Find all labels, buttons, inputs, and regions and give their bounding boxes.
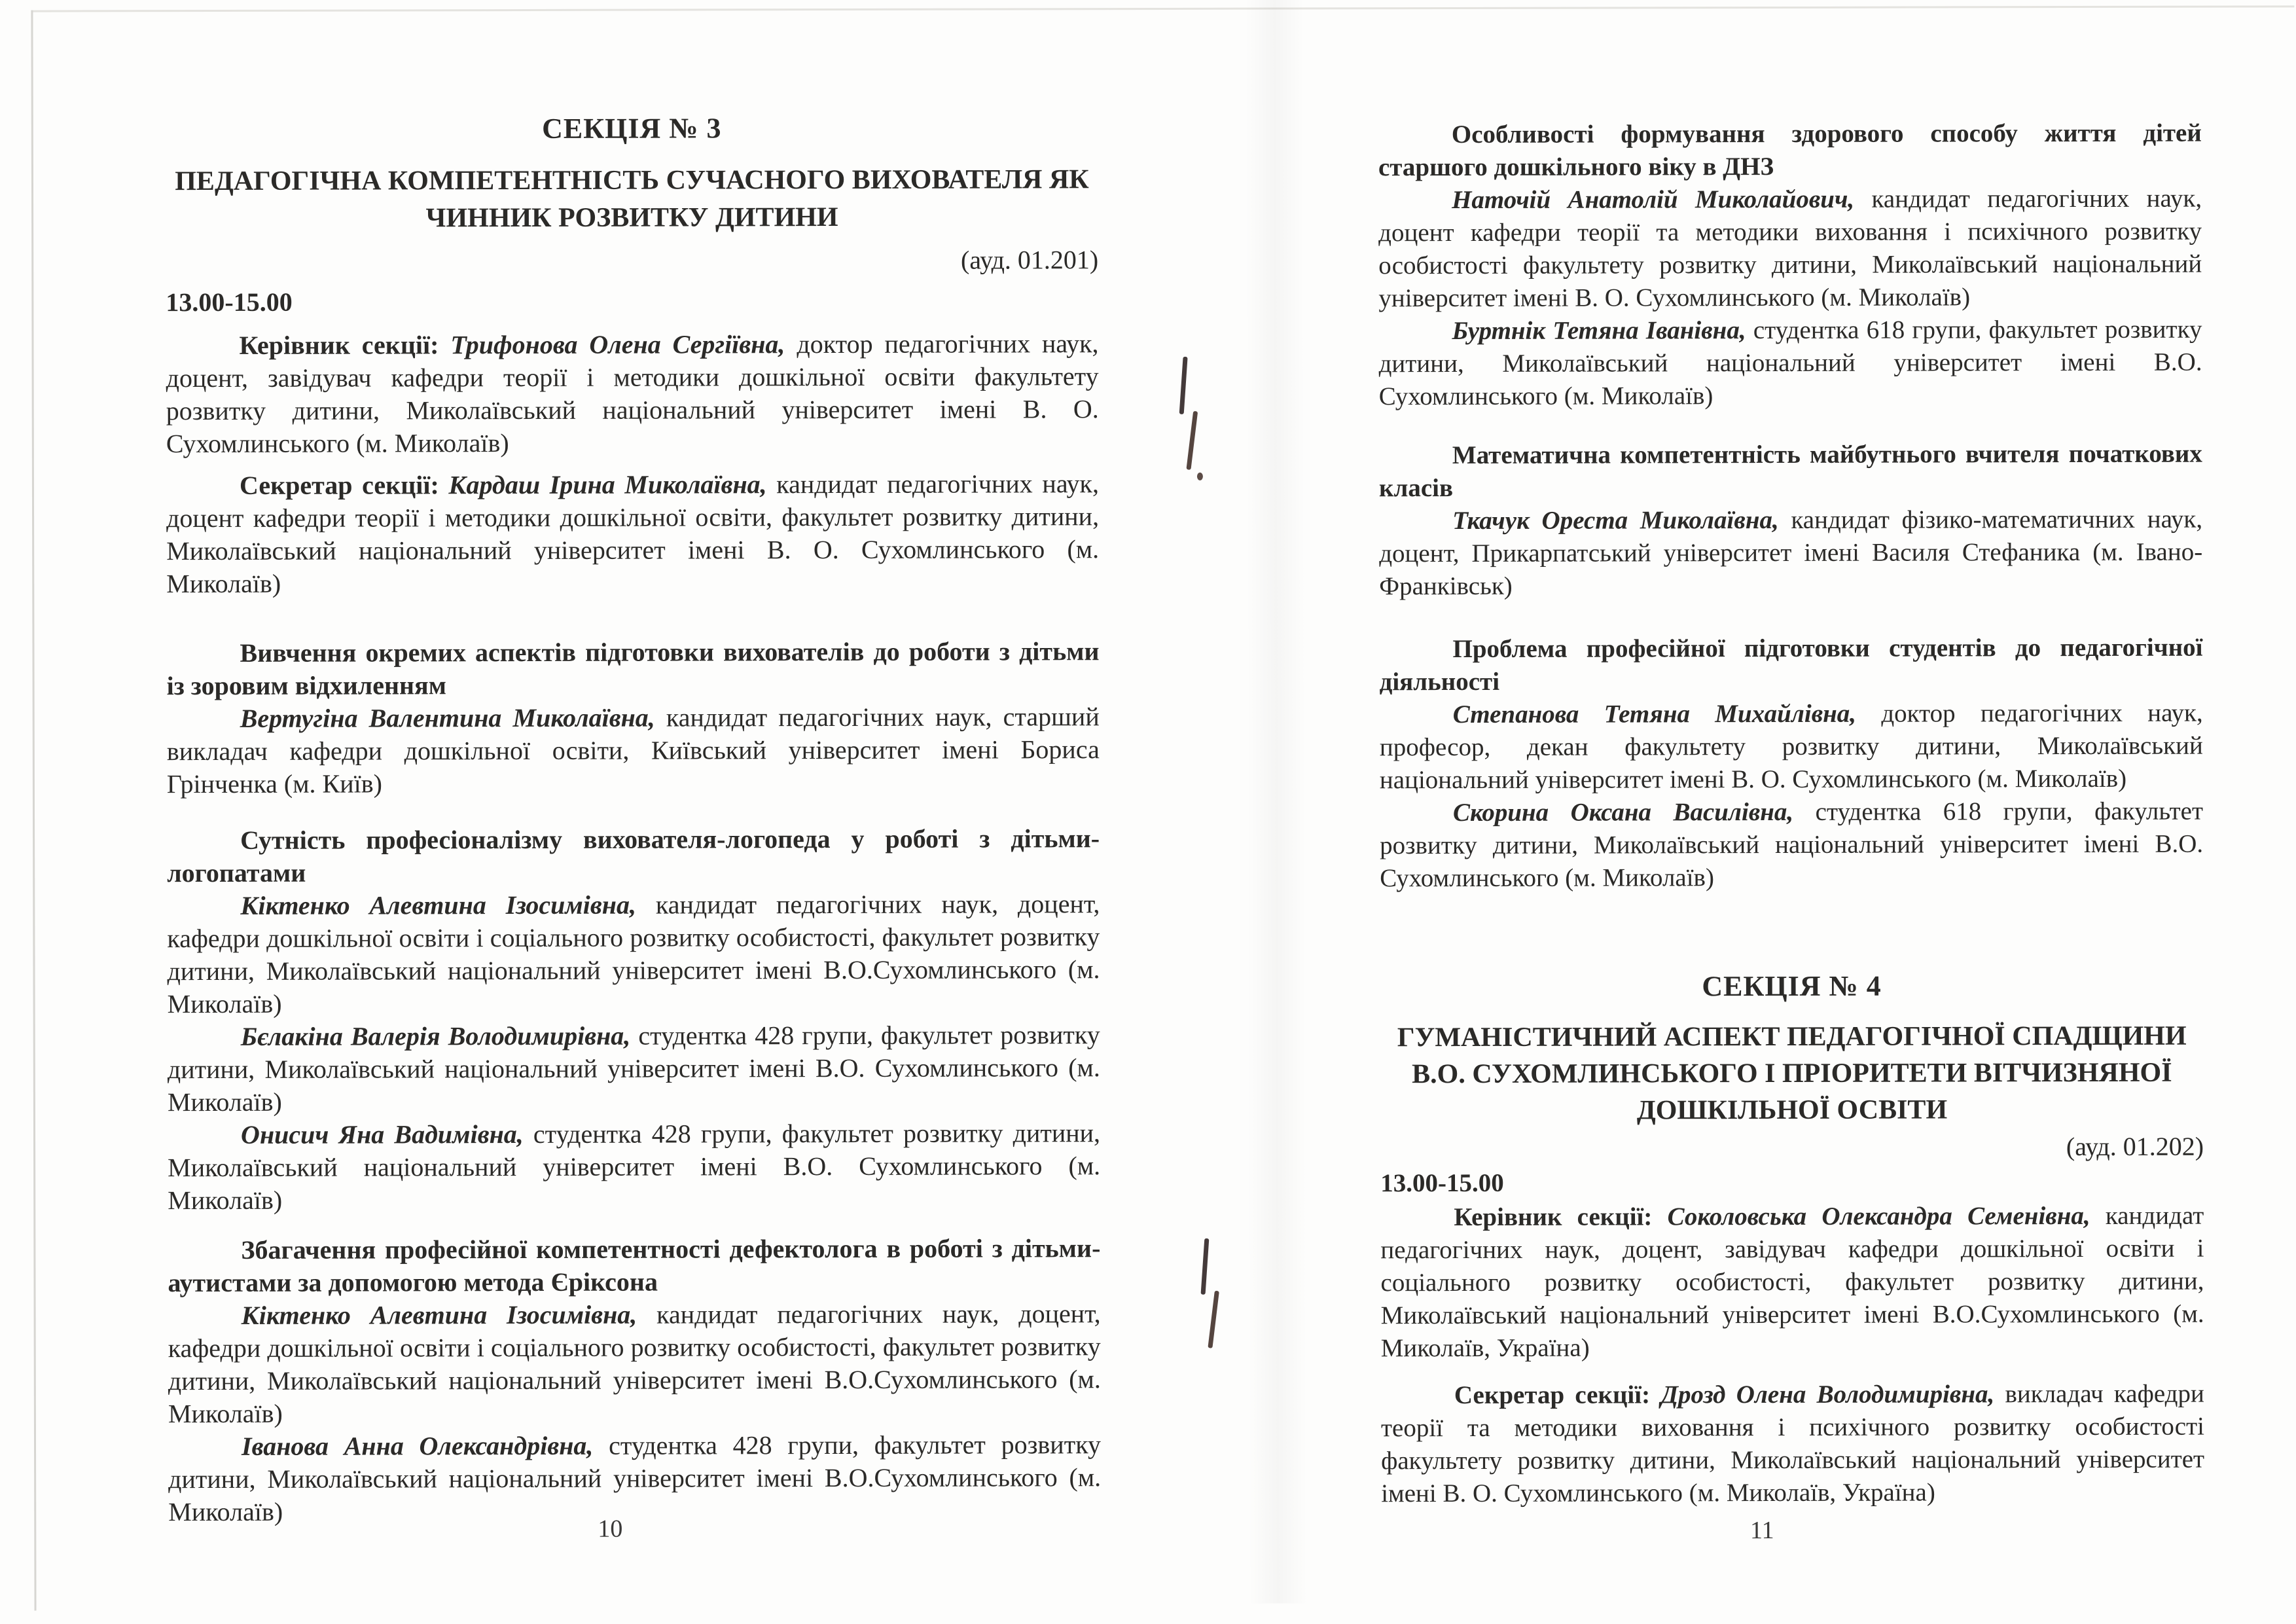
secretary-name: Дрозд Олена Володимирівна, <box>1660 1380 1995 1409</box>
binding-staple-mark <box>1201 1238 1210 1295</box>
speaker-affiliation: кандидат фізико-математичних наук, доцент, Прикарпатський університет імені Василя Стефаника (м. Івано-Франківськ) <box>1379 505 2203 601</box>
speaker-affiliation: кандидат педагогічних наук, доцент кафедри теорії та методики виховання і психічного розвитку особистості факультету розвитку дитини, Миколаївський національний університет імені В. О. Сухомлинського (м. Миколаїв) <box>1378 184 2202 313</box>
speaker-name: Онисич Яна Вадимівна, <box>240 1119 524 1149</box>
page-edge-left <box>31 10 36 1611</box>
talk <box>1378 117 2202 414</box>
speaker-affiliation: кандидат педагогічних наук, доцент, кафедри дошкільної освіти і соціального розвитку особистості, факультет розвитку дитини, Миколаївський національний університет імені В.О.Сухомлинського (м. Миколаїв) <box>167 889 1100 1019</box>
speaker-entry <box>167 700 1100 801</box>
talk-title: Сутність професіоналізму вихователя-логопеда у роботі з дітьми-логопатами <box>167 823 1100 888</box>
speaker-name: Бєлакіна Валерія Володимирівна, <box>240 1020 631 1051</box>
section-4-secretary <box>1381 1378 2204 1511</box>
talk-title: Особливості формування здорового способу життя дітей старшого дошкільного віку в ДНЗ <box>1378 118 2202 182</box>
speaker-affiliation: кандидат педагогічних наук, доцент, кафедри дошкільної освіти і соціального розвитку особистості, факультет розвитку дитини, Миколаївський національний університет імені В.О.Сухомлинського (м. Миколаїв) <box>168 1299 1101 1429</box>
speaker-entry <box>167 888 1100 1020</box>
talk <box>168 1232 1101 1528</box>
chair-affiliation: доктор педагогічних наук, доцент, завідувач кафедри теорії і методики дошкільної освіти факультету розвитку дитини, Миколаївський національний університет імені В. О. Сухомлинського (м. Миколаїв) <box>166 329 1099 459</box>
binding-staple-mark <box>1208 1291 1219 1348</box>
binding-staple-mark <box>1197 473 1203 480</box>
speaker-affiliation: студентка 428 групи, факультет розвитку дитини, Миколаївський національний університет імені В.О. Сухомлинського (м. Миколаїв) <box>168 1118 1101 1216</box>
speaker-entry <box>1379 503 2202 604</box>
talk <box>166 635 1100 801</box>
speaker-name: Кіктенко Алевтина Ізосимівна, <box>240 890 637 920</box>
section-4-label: СЕКЦІЯ № 4 <box>1702 969 1882 1003</box>
speaker-entry <box>1380 795 2203 895</box>
section-4-title: ГУМАНІСТИЧНИЙ АСПЕКТ ПЕДАГОГІЧНОЇ СПАДЩИНИ В.О. СУХОМЛИНСЬКОГО І ПРІОРИТЕТИ ВІТЧИЗНЯНОЇ ДОШКІЛЬНОЇ ОСВІТИ <box>1397 1020 2187 1126</box>
talk-title: Математична компетентність майбутнього вчителя початкових класів <box>1378 439 2202 503</box>
section-3-title: ПЕДАГОГІЧНА КОМПЕТЕНТНІСТЬ СУЧАСНОГО ВИХОВАТЕЛЯ ЯК ЧИННИК РОЗВИТКУ ДИТИНИ <box>175 164 1089 234</box>
secretary-name: Кардаш Ірина Миколаївна, <box>448 469 767 500</box>
talk <box>167 822 1100 1217</box>
section-3-label: СЕКЦІЯ № 3 <box>542 112 722 145</box>
speaker-name: Кіктенко Алевтина Ізосимівна, <box>241 1299 637 1330</box>
chair-affiliation: кандидат педагогічних наук, доцент, завідувач кафедри дошкільної освіти і соціального розвитку особистості, факультет розвитку дитини, Миколаївський національний університет імені В.О.Сухомлинського (м. Миколаїв, Україна) <box>1380 1201 2204 1363</box>
chair-name: Соколовська Олександра Семенівна, <box>1667 1201 2090 1231</box>
talk-title: Проблема професійної підготовки студентів до педагогічної діяльності <box>1379 633 2203 696</box>
speaker-affiliation: кандидат педагогічних наук, старший викладач кафедри дошкільної освіти, Київський університет імені Бориса Грінченка (м. Київ) <box>166 702 1100 799</box>
speaker-affiliation: студентка 618 групи, факультет розвитку дитини, Миколаївський національний університет імені В.О. Сухомлинського (м. Миколаїв) <box>1378 315 2202 411</box>
speaker-name: Ткачук Ореста Миколаївна, <box>1452 505 1779 535</box>
speaker-entry <box>1378 314 2202 414</box>
speaker-name: Буртнік Тетяна Іванівна, <box>1452 316 1746 346</box>
section-4-time: 13.00-15.00 <box>1380 1168 1504 1198</box>
page-number-right: 11 <box>1749 1516 1774 1545</box>
speaker-name: Наточій Анатолій Миколайович, <box>1451 185 1855 215</box>
secretary-role-label: Секретар секції: <box>1454 1380 1651 1410</box>
speaker-entry <box>168 1019 1100 1119</box>
gutter-shadow <box>1245 0 1307 1604</box>
section-4-chair <box>1380 1200 2204 1365</box>
secretary-affiliation: викладач кафедри теорії та методики виховання і психічного розвитку особистості факультету розвитку дитини, Миколаївський національний університет імені В. О. Сухомлинського (м. Миколаїв, Україна) <box>1380 1379 2205 1508</box>
section-3-chair <box>166 327 1098 460</box>
speaker-affiliation: доктор педагогічних наук, професор, декан факультету розвитку дитини, Миколаївський національний університет імені В. О. Сухомлинського (м. Миколаїв) <box>1379 698 2203 795</box>
talk-title: Збагачення професійної компетентності дефектолога в роботі з дітьми-аутистами за допомогою метода Єріксона <box>168 1233 1101 1298</box>
speaker-name: Іванова Анна Олександрівна, <box>241 1430 594 1461</box>
speaker-affiliation: студентка 428 групи, факультет розвитку дитини, Миколаївський національний університет імені В.О.Сухомлинського (м. Миколаїв) <box>168 1430 1102 1527</box>
chair-role-label: Керівник секції: <box>1454 1202 1653 1232</box>
secretary-affiliation: кандидат педагогічних наук, доцент кафедри теорії і методики дошкільної освіти, факультет розвитку дитини, Миколаївський національний університет імені В. О. Сухомлинського (м. Миколаїв) <box>166 469 1100 599</box>
speaker-name: Скорина Оксана Василівна, <box>1452 797 1794 827</box>
speaker-entry <box>168 1428 1101 1528</box>
chair-role-label: Керівник секції: <box>239 330 439 360</box>
speaker-name: Вертугіна Валентина Миколаївна, <box>240 702 655 733</box>
speaker-affiliation: студентка 428 групи, факультет розвитку дитини, Миколаївський національний університет імені В.О. Сухомлинського (м. Миколаїв) <box>167 1020 1100 1117</box>
speaker-entry <box>168 1297 1101 1430</box>
binding-staple-mark <box>1179 357 1188 414</box>
section-3-room: (ауд. 01.201) <box>960 245 1099 275</box>
speaker-affiliation: студентка 618 групи, факультет розвитку дитини, Миколаївський національний університет імені В.О. Сухомлинського (м. Миколаїв) <box>1380 797 2204 893</box>
right-page <box>1378 0 2204 1570</box>
left-page <box>165 0 1101 1573</box>
speaker-entry <box>1378 183 2202 316</box>
section-3-time: 13.00-15.00 <box>166 287 293 317</box>
page-number-left: 10 <box>598 1515 623 1543</box>
binding-staple-mark <box>1186 411 1198 470</box>
speaker-entry <box>168 1117 1100 1217</box>
section-3-secretary <box>166 467 1099 600</box>
secretary-role-label: Секретар секції: <box>239 470 439 500</box>
talk <box>1379 438 2203 604</box>
chair-name: Трифонова Олена Сергіївна, <box>450 329 785 360</box>
speaker-name: Степанова Тетяна Михайлівна, <box>1452 699 1857 729</box>
talk-title: Вивчення окремих аспектів підготовки вихователів до роботи з дітьми із зоровим відхиленням <box>166 636 1100 701</box>
speaker-entry <box>1380 697 2203 797</box>
section-4-room: (ауд. 01.202) <box>2066 1131 2204 1162</box>
talk <box>1379 632 2203 895</box>
